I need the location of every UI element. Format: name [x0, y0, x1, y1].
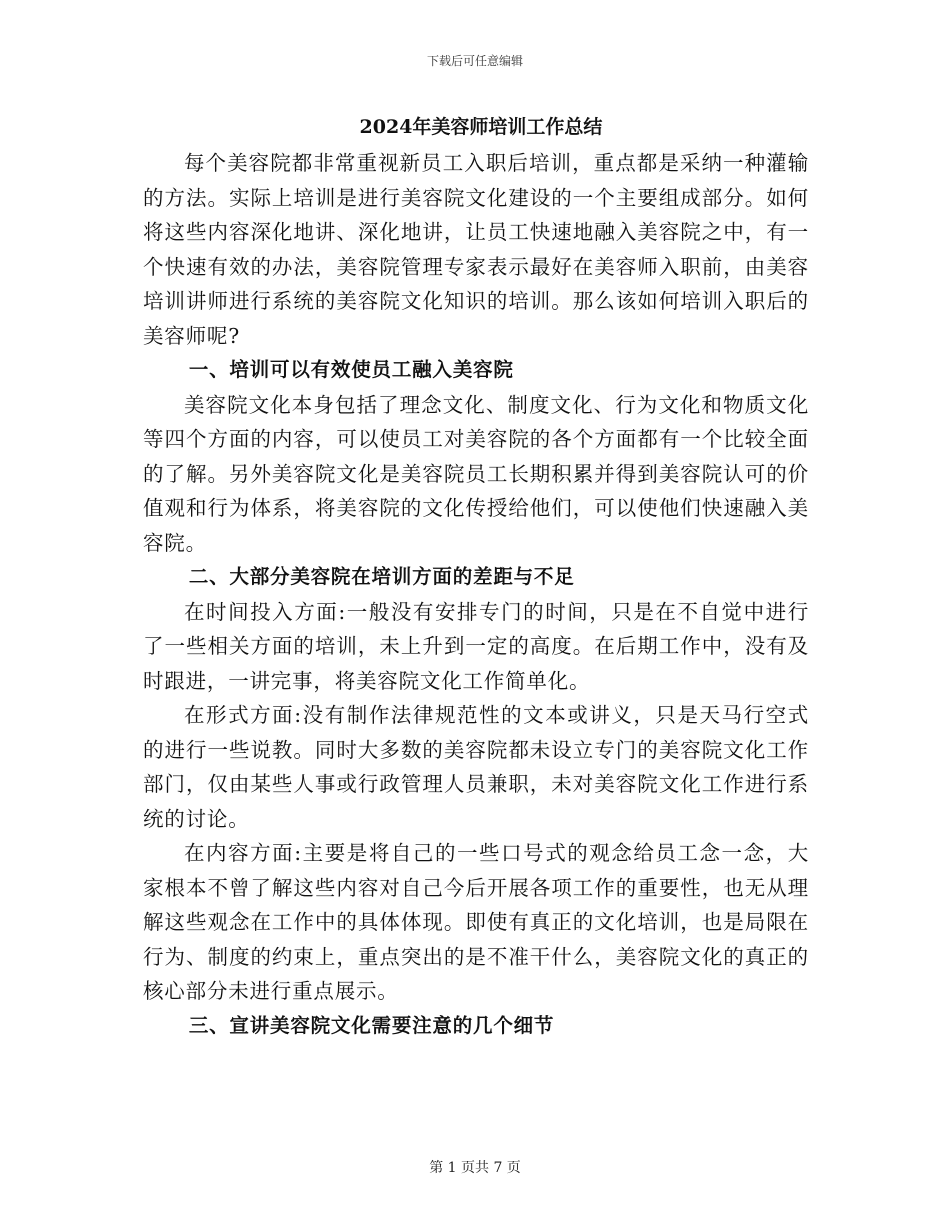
form-paragraph: 在形式方面:没有制作法律规范性的文本或讲义，只是天马行空式的进行一些说教。同时大多数的美容院都未设立专门的美容院文化工作部门，仅由某些人事或行政管理人员兼职，未对美容院文化工作进行系统的讨论。: [143, 703, 809, 831]
section-heading-2: 二、大部分美容院在培训方面的差距与不足: [188, 565, 575, 588]
document-body: [143, 112, 809, 1043]
section-heading-3: 三、宣讲美容院文化需要注意的几个细节: [188, 1013, 555, 1037]
section-1-paragraph: 美容院文化本身包括了理念文化、制度文化、行为文化和物质文化等四个方面的内容，可以使员工对美容院的各个方面都有一个比较全面的了解。另外美容院文化是美容院员工长期积累并得到美容院认可的价值观和行为体系，将美容院的文化传授给他们，可以使他们快速融入美容院。: [143, 392, 809, 555]
section-heading-1: 一、培训可以有效使员工融入美容院: [188, 358, 514, 381]
header-note: 下载后可任意编辑: [426, 54, 523, 68]
page-number: 第 1 页共 7 页: [429, 1160, 521, 1176]
intro-paragraph: 每个美容院都非常重视新员工入职后培训，重点都是采纳一种灌输的方法。实际上培训是进行美容院文化建设的一个主要组成部分。如何将这些内容深化地讲、深化地讲，让员工快速地融入美容院之中，有一个快速有效的办法，美容院管理专家表示最好在美容师入职前，由美容培训讲师进行系统的美容院文化知识的培训。那么该如何培训入职后的美容师呢?: [143, 151, 809, 348]
document-title: 2024年美容师培训工作总结: [359, 116, 603, 138]
time-investment-paragraph: 在时间投入方面:一般没有安排专门的时间，只是在不自觉中进行了一些相关方面的培训，未上升到一定的高度。在后期工作中，没有及时跟进，一讲完事，将美容院文化工作简单化。: [143, 599, 809, 693]
content-paragraph: 在内容方面:主要是将自己的一些口号式的观念给员工念一念，大家根本不曾了解这些内容对自己今后开展各项工作的重要性，也无从理解这些观念在工作中的具体体现。即使有真正的文化培训，也是局限在行为、制度的约束上，重点突出的是不准干什么，美容院文化的真正的核心部分未进行重点展示。: [143, 841, 809, 1003]
